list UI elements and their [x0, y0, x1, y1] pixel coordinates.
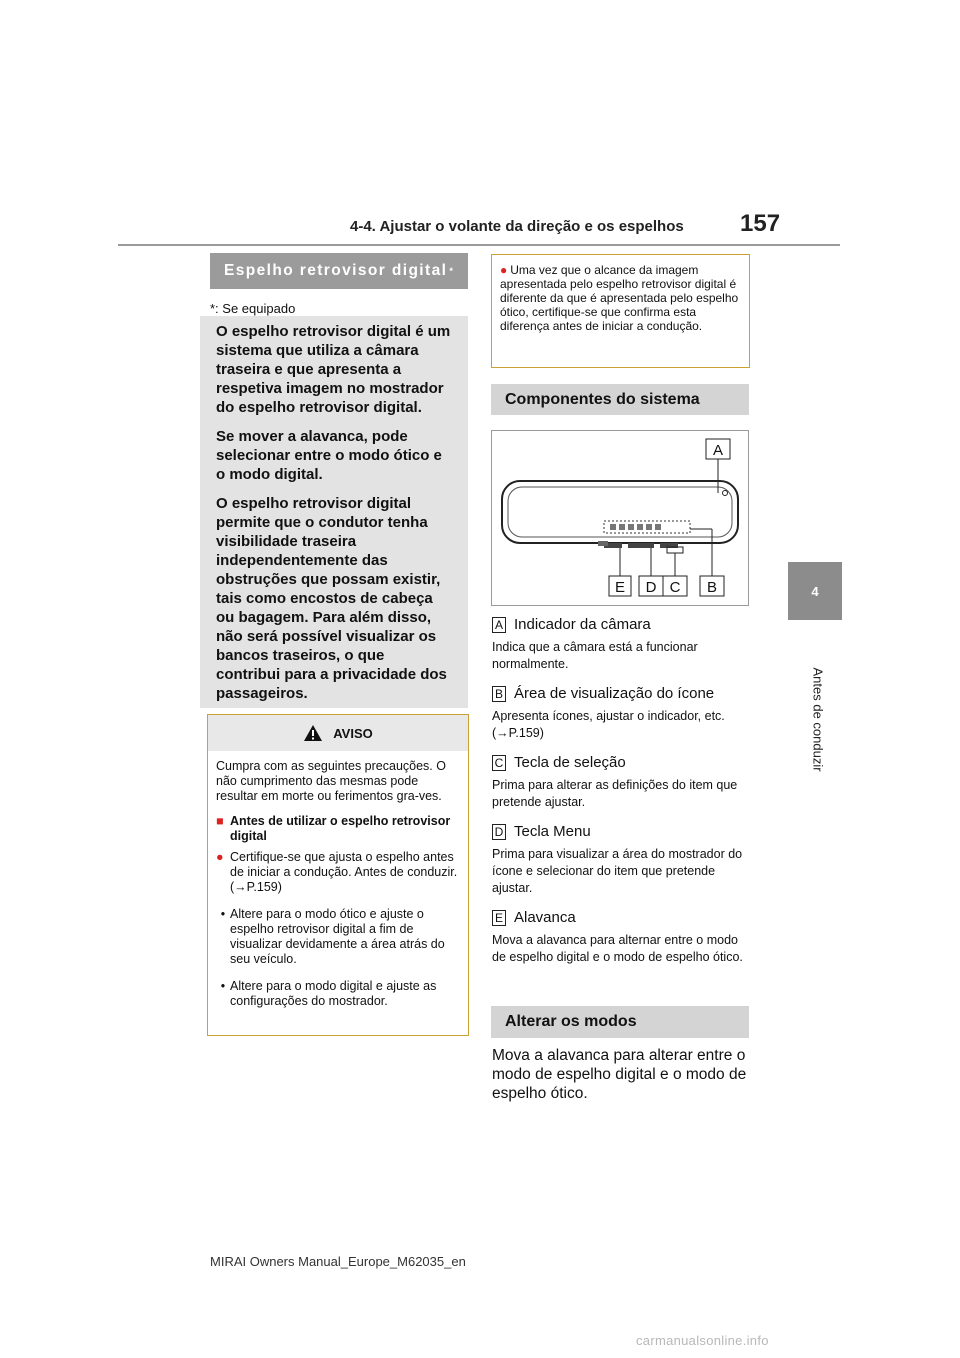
- component-item: [492, 754, 752, 811]
- watermark: carmanualsonline.info: [636, 1333, 769, 1348]
- footer: MIRAI Owners Manual_Europe_M62035_en: [210, 1254, 466, 1269]
- section-heading-text: Espelho retrovisor digital: [224, 262, 448, 279]
- component-desc: Mova a alavanca para alternar entre o modo de espelho digital e o modo de espelho ótico.: [492, 933, 743, 964]
- running-header: 4-4. Ajustar o volante da direção e os espelhos: [350, 218, 684, 235]
- section-heading-mark: *: [449, 266, 455, 276]
- dot-bullet-icon: •: [220, 907, 226, 921]
- component-desc: Indica que a câmara está a funcionar normalmente.: [492, 640, 698, 671]
- section-heading-digital-mirror: [210, 253, 468, 289]
- component-desc: Prima para visualizar a área do mostrador do ícone e selecionar do item que pretende ajustar.: [492, 847, 743, 895]
- circle-bullet-icon: ●: [500, 263, 508, 277]
- component-title: Tecla de seleção: [514, 754, 626, 771]
- warning-triangle-icon: [303, 724, 323, 742]
- section-heading-modes: [491, 1006, 749, 1038]
- chapter-label: Antes de conduzir: [810, 667, 826, 772]
- intro-box: [200, 316, 468, 708]
- component-title: Tecla Menu: [514, 823, 591, 840]
- warning-subheading-row: [216, 814, 460, 844]
- square-bullet-icon: ■: [216, 814, 224, 828]
- warning-dash-item: Altere para o modo ótico e ajuste o espelho retrovisor digital a fim de visualizar devidamente a área atrás do seu veículo.: [230, 907, 445, 966]
- modes-text: Mova a alavanca para alterar entre o modo de espelho digital e o modo de espelho ótico.: [492, 1047, 747, 1102]
- intro-paragraph: O espelho retrovisor digital permite que o condutor tenha visibilidade traseira independentemente das obstruções que possam existir, tais como encostos de cabeça ou bagagem. Para além disso, não será possível visualizar os bancos traseiros, o que contribui para a privacidade dos passageiros.: [216, 495, 447, 702]
- warning-intro: Cumpra com as seguintes precauções. O não cumprimento das mesmas pode resultar em morte ou ferimentos gra-ves.: [216, 759, 446, 803]
- component-title: Área de visualização do ícone: [514, 685, 715, 702]
- dot-bullet-icon: •: [220, 979, 226, 993]
- intro-paragraph: Se mover a alavanca, pode selecionar entre o modo ótico e o modo digital.: [216, 428, 442, 483]
- header-rule: [118, 244, 840, 246]
- diagram-label-a: A: [712, 442, 724, 459]
- page-number: 157: [740, 210, 781, 237]
- component-letter: C: [492, 755, 506, 771]
- warning-header: [208, 715, 468, 751]
- mirror-diagram: [491, 430, 749, 606]
- mirror-illustration: [492, 431, 748, 605]
- section-heading-components: [491, 384, 749, 415]
- component-item: [492, 909, 752, 966]
- warning-dash-item: Altere para o modo digital e ajuste as configurações do mostrador.: [230, 979, 437, 1008]
- component-title: Indicador da câmara: [514, 616, 651, 633]
- component-item: [492, 616, 752, 673]
- note-box: [491, 254, 750, 368]
- warning-title: AVISO: [333, 725, 373, 741]
- intro-paragraph: O espelho retrovisor digital é um sistema que utiliza a câmara traseira e que apresenta a respetiva imagem no mostrador do espelho retrovisor digital.: [216, 323, 451, 416]
- component-item: [492, 823, 752, 897]
- component-desc: Apresenta ícones, ajustar o indicador, etc. (→P.159): [492, 709, 725, 740]
- circle-bullet-icon: ●: [216, 850, 224, 864]
- diagram-label-e: E: [614, 579, 626, 596]
- component-item: [492, 685, 752, 742]
- warning-bullet-row: [216, 850, 460, 895]
- warning-bullet: Certifique-se que ajusta o espelho antes de iniciar a condução. Antes de conduzir. (→P.159): [230, 850, 458, 894]
- warning-dash-row: [216, 907, 460, 967]
- section-heading-text: Componentes do sistema: [505, 390, 700, 408]
- note-text: Uma vez que o alcance da imagem apresentada pelo espelho retrovisor digital é diferente da que é apresentada pelo espelho ótico, certifique-se que confirma esta diferença antes de iniciar a condução.: [500, 263, 739, 333]
- diagram-label-c: C: [669, 579, 681, 596]
- component-title: Alavanca: [514, 909, 576, 926]
- component-letter: B: [492, 686, 506, 702]
- footnote: *: Se equipado: [210, 301, 296, 316]
- warning-body: [208, 751, 468, 1009]
- component-desc: Prima para alterar as definições do item que pretende ajustar.: [492, 778, 738, 809]
- warning-dash-row: [216, 979, 460, 1009]
- diagram-label-b: B: [706, 579, 718, 596]
- warning-subheading: Antes de utilizar o espelho retrovisor digital: [230, 814, 451, 843]
- component-letter: A: [492, 617, 506, 633]
- warning-box: [207, 714, 469, 1036]
- chapter-tab: 4: [788, 562, 842, 620]
- component-letter: E: [492, 910, 506, 926]
- diagram-label-d: D: [645, 579, 657, 596]
- section-heading-text: Alterar os modos: [505, 1013, 637, 1030]
- component-letter: D: [492, 824, 506, 840]
